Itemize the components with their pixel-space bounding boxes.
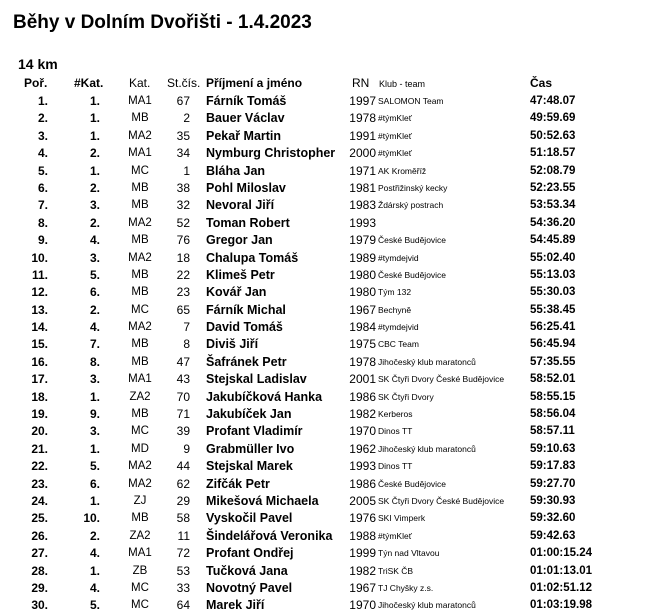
cell-kat-num: 4.	[89, 546, 100, 561]
cell-kat-num: 2.	[89, 215, 100, 230]
cell-name: Nevoral Jiří	[206, 198, 275, 213]
cell-name: Jakubíčková Hanka	[206, 389, 323, 404]
cell-start-number: 39	[176, 424, 190, 439]
cell-por: 23.	[31, 476, 48, 491]
cell-club: Dinos TT	[378, 461, 413, 472]
cell-time: 58:52.01	[530, 373, 576, 386]
table-row	[0, 93, 661, 110]
cell-time: 01:02:51.12	[530, 581, 593, 594]
header-kat: Kat.	[129, 76, 151, 90]
cell-kat: MA1	[128, 147, 152, 160]
cell-por: 10.	[31, 250, 48, 265]
cell-kat: MA2	[128, 477, 152, 490]
cell-kat: MA1	[128, 95, 152, 107]
cell-name: Zifčák Petr	[206, 476, 270, 491]
cell-kat-num: 1.	[89, 493, 100, 508]
cell-start-number: 18	[176, 250, 190, 265]
cell-start-number: 1	[183, 163, 190, 178]
cell-kat: MB	[131, 112, 149, 125]
cell-club: #týmKleť	[378, 113, 412, 124]
cell-name: Pekař Martin	[206, 128, 282, 143]
cell-time: 55:02.40	[530, 251, 576, 264]
cell-kat-num: 3.	[89, 424, 100, 439]
cell-por: 12.	[31, 285, 48, 300]
cell-time: 01:03:19.98	[530, 599, 593, 612]
cell-kat-num: 4.	[89, 580, 100, 595]
table-row	[0, 441, 661, 458]
cell-por: 18.	[31, 389, 48, 404]
cell-club: Jihočeský klub maratonců	[378, 356, 476, 367]
cell-birth-year: 1980	[349, 267, 376, 282]
cell-kat-num: 5.	[89, 598, 100, 613]
table-row	[0, 250, 661, 267]
cell-club: #týmKleť	[378, 530, 412, 541]
cell-kat-num: 2.	[89, 302, 100, 317]
cell-start-number: 35	[176, 128, 190, 143]
cell-kat: MC	[131, 303, 149, 316]
cell-por: 15.	[31, 337, 48, 352]
cell-club: České Budějovice	[378, 269, 447, 280]
cell-birth-year: 1997	[349, 94, 376, 108]
cell-name: Jakubíček Jan	[206, 407, 292, 422]
cell-kat: MD	[131, 442, 149, 455]
cell-por: 24.	[31, 493, 48, 508]
cell-birth-year: 1970	[349, 598, 376, 613]
cell-name: Stejskal Ladislav	[206, 372, 307, 387]
cell-kat-num: 1.	[89, 128, 100, 143]
cell-start-number: 11	[177, 528, 190, 543]
cell-por: 17.	[31, 372, 48, 387]
cell-club: České Budějovice	[378, 478, 447, 489]
cell-por: 20.	[31, 424, 48, 439]
cell-club: SALOMON Team	[378, 96, 444, 106]
cell-kat: MC	[131, 164, 149, 177]
cell-start-number: 44	[176, 459, 190, 474]
cell-start-number: 29	[176, 493, 190, 508]
cell-kat: ZA2	[129, 529, 151, 542]
cell-kat-num: 4.	[89, 233, 100, 248]
cell-kat: MB	[131, 268, 149, 281]
cell-club: Jihočeský klub maratonců	[378, 600, 476, 611]
cell-kat-num: 5.	[89, 459, 100, 474]
cell-name: Nymburg Christopher	[206, 146, 336, 161]
cell-club: SKI Vimperk	[378, 513, 426, 524]
cell-time: 50:52.63	[530, 129, 576, 142]
cell-kat: ZB	[132, 564, 148, 577]
cell-name: Šindelářová Veronika	[206, 528, 333, 543]
table-row	[0, 423, 661, 440]
cell-kat: MA2	[128, 251, 152, 264]
cell-por: 27.	[31, 546, 48, 561]
cell-name: David Tomáš	[206, 320, 283, 335]
cell-kat: MA2	[128, 216, 152, 229]
table-row	[0, 371, 661, 388]
table-row	[0, 354, 661, 371]
cell-name: Vyskočil Pavel	[206, 511, 293, 526]
cell-birth-year: 1967	[349, 580, 376, 595]
cell-club: Ždárský postrach	[378, 200, 444, 211]
table-row	[0, 597, 661, 614]
cell-kat-num: 2.	[89, 528, 100, 543]
cell-kat: MA1	[128, 547, 152, 560]
cell-start-number: 62	[176, 476, 190, 491]
table-row	[0, 163, 661, 180]
header-st: St.čís.	[167, 76, 201, 90]
cell-kat-num: 3.	[89, 198, 100, 213]
table-row	[0, 302, 661, 319]
cell-kat: ZJ	[133, 494, 147, 507]
cell-name: Pohl Miloslav	[206, 180, 286, 195]
cell-birth-year: 1971	[349, 163, 376, 178]
cell-kat: MB	[131, 234, 149, 247]
cell-time: 01:01:13.01	[530, 564, 593, 577]
cell-birth-year: 1991	[349, 128, 376, 143]
cell-kat-num: 2.	[89, 180, 100, 195]
cell-time: 58:57.11	[530, 425, 575, 438]
header-por: Poř.	[24, 76, 48, 90]
cell-name: Gregor Jan	[206, 233, 273, 248]
cell-kat: MC	[131, 425, 149, 438]
cell-time: 51:18.57	[530, 147, 576, 160]
cell-club: Bechyně	[378, 304, 412, 315]
cell-kat-num: 1.	[89, 163, 100, 178]
cell-time: 55:13.03	[530, 268, 576, 281]
cell-birth-year: 1967	[349, 302, 376, 317]
cell-birth-year: 1970	[349, 424, 376, 439]
cell-kat-num: 1.	[89, 94, 100, 108]
cell-birth-year: 1979	[349, 233, 376, 248]
cell-start-number: 64	[176, 598, 190, 613]
cell-start-number: 70	[176, 389, 190, 404]
cell-kat-num: 8.	[89, 354, 100, 369]
cell-time: 59:10.63	[530, 442, 576, 455]
cell-name: Grabmüller Ivo	[206, 441, 295, 456]
cell-name: Profant Vladimír	[206, 424, 303, 439]
table-row	[0, 284, 661, 301]
cell-name: Fárník Tomáš	[206, 94, 287, 108]
cell-start-number: 22	[176, 267, 190, 282]
cell-por: 11.	[31, 267, 48, 282]
table-row	[0, 476, 661, 493]
cell-club: České Budějovice	[378, 235, 447, 246]
cell-kat: MB	[131, 199, 149, 212]
cell-time: 54:36.20	[530, 216, 576, 229]
cell-time: 56:45.94	[530, 338, 576, 351]
cell-club: SK Čtyři Dvory České Budějovice	[378, 374, 505, 385]
cell-kat-num: 6.	[89, 476, 100, 491]
cell-por: 5.	[37, 163, 48, 178]
cell-club: Postřižinský kecky	[378, 182, 448, 193]
header-name: Příjmení a jméno	[206, 76, 303, 90]
cell-start-number: 34	[176, 146, 190, 161]
cell-time: 59:17.83	[530, 460, 576, 473]
cell-club: SK Čtyři Dvory	[378, 391, 434, 402]
cell-kat: MA1	[128, 373, 152, 386]
cell-por: 8.	[37, 215, 48, 230]
cell-time: 59:42.63	[530, 529, 576, 542]
cell-por: 2.	[37, 111, 48, 126]
cell-time: 52:08.79	[530, 164, 576, 177]
cell-por: 21.	[31, 441, 48, 456]
cell-club: Dinos TT	[378, 426, 413, 437]
cell-birth-year: 1993	[349, 215, 376, 230]
cell-start-number: 67	[176, 94, 190, 108]
cell-name: Mikešová Michaela	[206, 493, 319, 508]
cell-por: 6.	[37, 180, 48, 195]
table-row	[0, 267, 661, 284]
table-row	[0, 406, 661, 423]
cell-time: 54:45.89	[530, 234, 576, 247]
cell-name: Chalupa Tomáš	[206, 250, 299, 265]
cell-birth-year: 1980	[349, 285, 376, 300]
cell-por: 13.	[31, 302, 48, 317]
cell-name: Kovář Jan	[206, 285, 267, 300]
cell-por: 30.	[31, 598, 48, 613]
cell-por: 16.	[31, 354, 48, 369]
cell-kat-num: 10.	[83, 511, 100, 526]
cell-kat-num: 1.	[89, 389, 100, 404]
cell-name: Diviš Jiří	[206, 337, 259, 352]
cell-kat: MC	[131, 581, 149, 594]
cell-club: #týmKleť	[378, 130, 412, 141]
cell-kat-num: 3.	[89, 250, 100, 265]
cell-club: #tymdejvid	[378, 322, 419, 333]
cell-kat: ZA2	[129, 390, 151, 403]
cell-kat: MB	[131, 408, 149, 421]
cell-kat: MB	[131, 286, 149, 299]
cell-club: Jihočeský klub maratonců	[378, 443, 476, 454]
cell-start-number: 47	[176, 354, 190, 369]
cell-kat-num: 7.	[89, 337, 100, 352]
cell-por: 22.	[31, 459, 48, 474]
cell-kat-num: 1.	[89, 111, 100, 126]
cell-kat-num: 5.	[89, 267, 100, 282]
cell-name: Toman Robert	[206, 215, 290, 230]
cell-time: 47:48.07	[530, 95, 576, 107]
cell-start-number: 2	[183, 111, 190, 126]
cell-time: 58:55.15	[530, 390, 576, 403]
header-rn: RN	[352, 76, 370, 90]
table-row	[0, 458, 661, 475]
cell-name: Stejskal Marek	[206, 459, 293, 474]
cell-start-number: 38	[176, 180, 190, 195]
cell-time: 58:56.04	[530, 408, 576, 421]
header-cas: Čas	[530, 76, 553, 90]
cell-birth-year: 1975	[349, 337, 376, 352]
cell-start-number: 52	[176, 215, 190, 230]
cell-name: Bláha Jan	[206, 163, 266, 178]
cell-kat: MB	[131, 338, 149, 351]
cell-club: AK Kroměříž	[378, 165, 427, 176]
table-row	[0, 580, 661, 597]
cell-club: TriSK ČB	[378, 565, 414, 576]
cell-time: 55:30.03	[530, 286, 576, 299]
cell-time: 53:53.34	[530, 199, 576, 212]
cell-por: 1.	[37, 94, 48, 108]
cell-birth-year: 1984	[349, 320, 376, 335]
cell-birth-year: 1986	[349, 476, 376, 491]
cell-kat: MC	[131, 599, 149, 612]
cell-time: 49:59.69	[530, 112, 576, 125]
cell-kat-num: 2.	[89, 146, 100, 161]
cell-kat-num: 6.	[89, 285, 100, 300]
table-row	[0, 389, 661, 406]
cell-time: 59:27.70	[530, 477, 576, 490]
cell-kat-num: 1.	[89, 563, 100, 578]
cell-name: Šafránek Petr	[206, 354, 287, 369]
table-row	[0, 232, 661, 249]
cell-kat: MB	[131, 512, 149, 525]
cell-start-number: 23	[176, 285, 190, 300]
cell-birth-year: 1983	[349, 198, 376, 213]
cell-birth-year: 1989	[349, 250, 376, 265]
cell-club: SK Čtyři Dvory České Budějovice	[378, 495, 505, 506]
table-row	[0, 510, 661, 527]
cell-birth-year: 1981	[349, 180, 376, 195]
cell-por: 3.	[37, 128, 48, 143]
cell-club: TJ Chyšky z.s.	[378, 582, 434, 593]
table-row	[0, 197, 661, 214]
table-row	[0, 180, 661, 197]
cell-start-number: 9	[183, 441, 190, 456]
cell-name: Marek Jiří	[206, 598, 265, 613]
cell-time: 52:23.55	[530, 181, 576, 194]
cell-kat-num: 1.	[89, 441, 100, 456]
cell-name: Tučková Jana	[206, 563, 288, 578]
cell-time: 56:25.41	[530, 321, 576, 334]
cell-kat: MB	[131, 355, 149, 368]
cell-start-number: 33	[176, 580, 190, 595]
distance-subtitle: 14 km	[18, 56, 58, 72]
cell-kat-num: 4.	[89, 320, 100, 335]
table-row	[0, 215, 661, 232]
cell-name: Klimeš Petr	[206, 267, 275, 282]
cell-name: Novotný Pavel	[206, 580, 293, 595]
cell-por: 28.	[31, 563, 48, 578]
cell-time: 57:35.55	[530, 355, 576, 368]
table-row	[0, 110, 661, 127]
cell-time: 59:32.60	[530, 512, 576, 525]
cell-name: Bauer Václav	[206, 111, 285, 126]
cell-start-number: 53	[176, 563, 190, 578]
cell-birth-year: 1976	[349, 511, 376, 526]
cell-birth-year: 2001	[349, 372, 376, 387]
table-row	[0, 528, 661, 545]
results-table	[0, 93, 661, 615]
cell-kat-num: 3.	[89, 372, 100, 387]
table-row	[0, 319, 661, 336]
cell-start-number: 65	[176, 302, 190, 317]
cell-name: Fárník Michal	[206, 302, 286, 317]
table-row	[0, 545, 661, 562]
cell-start-number: 71	[176, 407, 190, 422]
cell-start-number: 58	[176, 511, 190, 526]
cell-por: 26.	[31, 528, 48, 543]
cell-club: Kerberos	[378, 409, 413, 420]
cell-por: 4.	[37, 146, 48, 161]
cell-start-number: 43	[176, 372, 190, 387]
table-row	[0, 145, 661, 162]
cell-name: Profant Ondřej	[206, 546, 294, 561]
cell-birth-year: 1982	[349, 563, 376, 578]
cell-kat: MA2	[128, 321, 152, 334]
table-row	[0, 128, 661, 145]
cell-birth-year: 1978	[349, 354, 376, 369]
cell-por: 9.	[37, 233, 48, 248]
table-row	[0, 336, 661, 353]
table-row	[0, 563, 661, 580]
cell-kat: MA2	[128, 129, 152, 142]
cell-time: 01:00:15.24	[530, 547, 593, 560]
cell-club: Tým 132	[378, 287, 412, 298]
cell-birth-year: 2005	[349, 493, 376, 508]
cell-por: 7.	[37, 198, 48, 213]
cell-birth-year: 1988	[349, 528, 376, 543]
cell-birth-year: 1986	[349, 389, 376, 404]
cell-birth-year: 1978	[349, 111, 376, 126]
cell-club: #tymdejvid	[378, 252, 419, 263]
header-kat-num: #Kat.	[74, 76, 104, 90]
cell-por: 25.	[31, 511, 48, 526]
cell-kat: MB	[131, 181, 149, 194]
cell-birth-year: 1999	[349, 546, 376, 561]
cell-start-number: 8	[183, 337, 190, 352]
cell-kat-num: 9.	[89, 407, 100, 422]
cell-birth-year: 2000	[349, 146, 376, 161]
page-title: Běhy v Dolním Dvořišti - 1.4.2023	[13, 12, 312, 33]
cell-birth-year: 1993	[349, 459, 376, 474]
cell-club: CBC Team	[378, 339, 419, 350]
cell-time: 55:38.45	[530, 303, 576, 316]
cell-club: Týn nad Vltavou	[378, 548, 440, 559]
cell-por: 29.	[31, 580, 48, 595]
header-club: Klub - team	[379, 79, 426, 89]
cell-start-number: 76	[176, 233, 190, 248]
cell-birth-year: 1962	[349, 441, 376, 456]
cell-start-number: 72	[176, 546, 190, 561]
cell-kat: MA2	[128, 460, 152, 473]
cell-por: 14.	[31, 320, 48, 335]
cell-birth-year: 1982	[349, 407, 376, 422]
cell-time: 59:30.93	[530, 494, 576, 507]
cell-start-number: 32	[176, 198, 190, 213]
cell-por: 19.	[31, 407, 48, 422]
table-row	[0, 493, 661, 510]
cell-club: #týmKleť	[378, 148, 412, 159]
cell-start-number: 7	[183, 320, 190, 335]
